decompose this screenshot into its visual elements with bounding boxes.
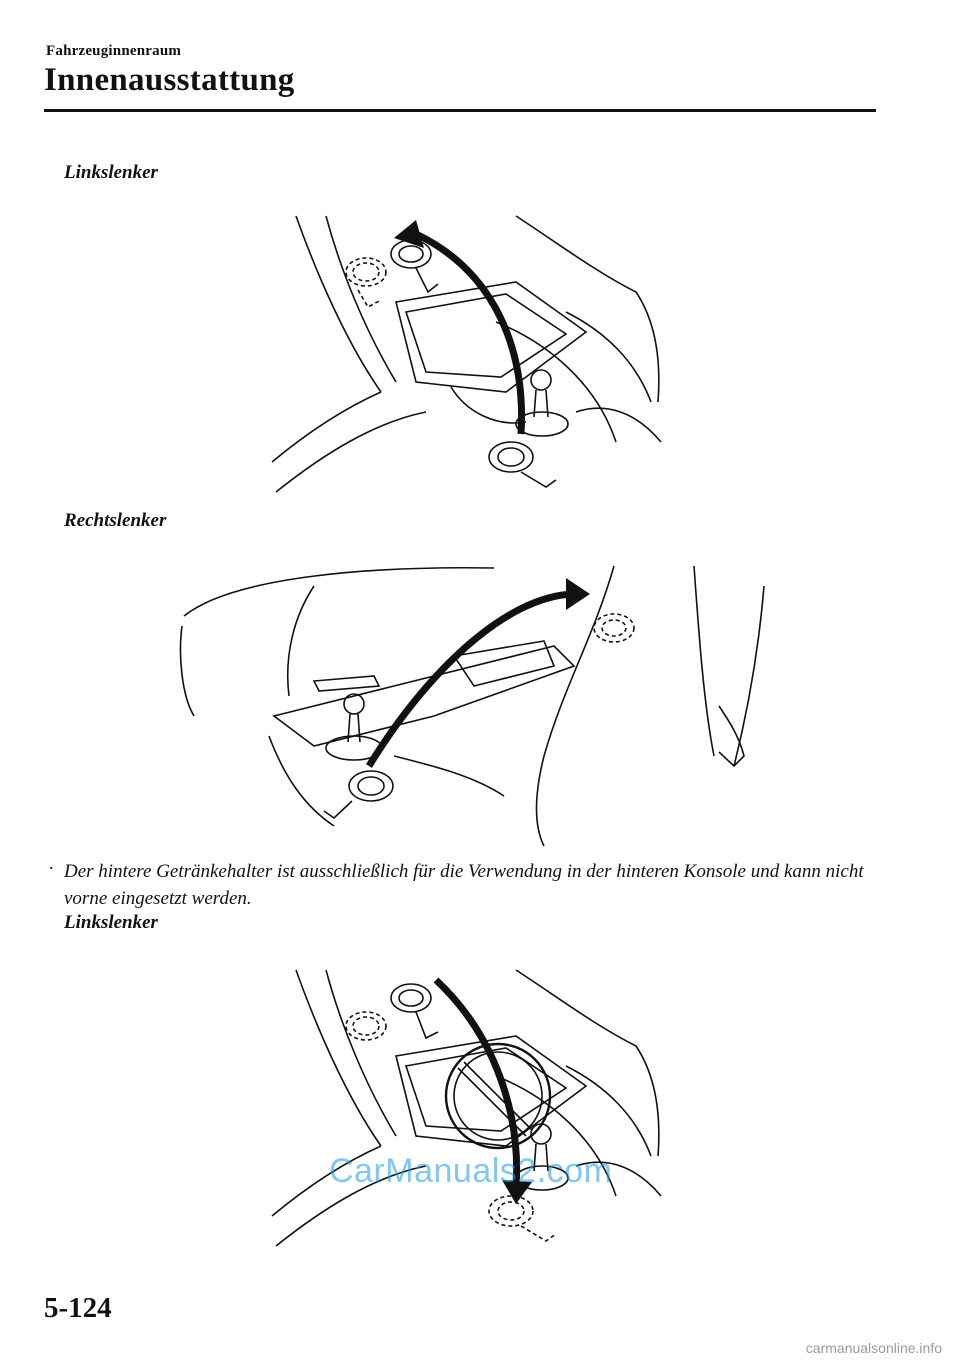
cupholder-prohibited-illustration	[266, 966, 666, 1256]
caption-linkslenker: Linkslenker	[64, 162, 158, 183]
section-label: Fahrzeuginnenraum	[46, 43, 182, 59]
title-divider	[44, 109, 876, 112]
page-number: 5-124	[44, 1292, 112, 1324]
cupholder-move-rhd-illustration	[174, 556, 774, 846]
page-title: Innenausstattung	[44, 62, 295, 98]
bullet-paragraph: Der hintere Getränkehalter ist ausschließlich für die Verwendung in der hinteren Konsole und kann nicht vorne eingesetzt werden.	[64, 861, 864, 909]
cupholder-move-lhd-illustration	[266, 212, 666, 502]
footer-site[interactable]: carmanualsonline.info	[805, 1340, 942, 1356]
caption-linkslenker-2: Linkslenker	[64, 912, 158, 933]
caption-rechtslenker: Rechtslenker	[64, 510, 167, 531]
bullet-marker: ·	[48, 858, 55, 879]
watermark: CarManuals2.com	[329, 1152, 613, 1190]
